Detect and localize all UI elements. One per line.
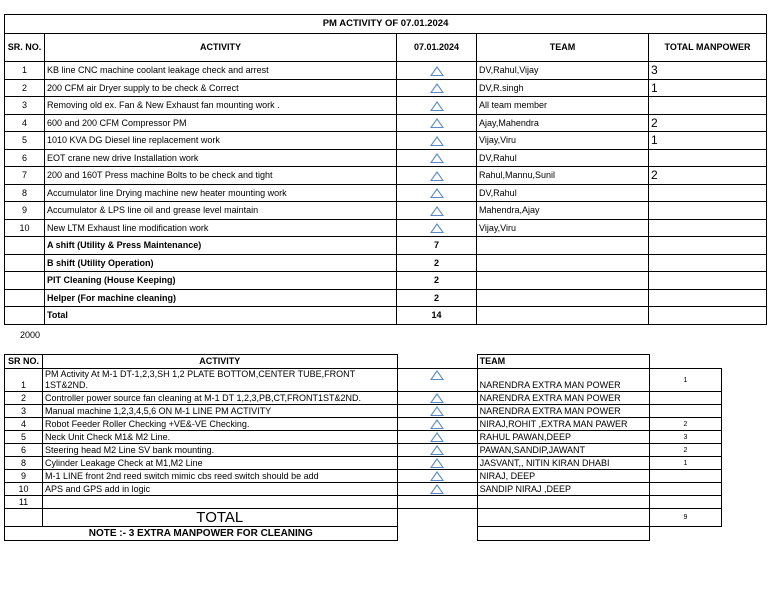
count-cell: 2 bbox=[649, 444, 721, 457]
triangle-icon bbox=[430, 188, 444, 198]
triangle-icon bbox=[430, 458, 444, 468]
activity-cell: Neck Unit Check M1& M2 Line. bbox=[43, 431, 397, 444]
pm-activity-table bbox=[4, 14, 767, 325]
status-cell bbox=[397, 97, 477, 115]
table-row bbox=[5, 167, 767, 185]
header-blank bbox=[397, 355, 477, 369]
team-cell: DV,R.singh bbox=[477, 79, 649, 97]
team-cell: RAHUL PAWAN,DEEP bbox=[477, 431, 649, 444]
shift-label: Helper (For machine cleaning) bbox=[45, 289, 397, 307]
sr-no: 10 bbox=[5, 483, 43, 496]
shift-label: B shift (Utility Operation) bbox=[45, 254, 397, 272]
activity-cell: APS and GPS add in logic bbox=[43, 483, 397, 496]
activity-cell: Accumulator & LPS line oil and grease level maintain bbox=[45, 202, 397, 220]
team-blank bbox=[477, 307, 649, 325]
table-row bbox=[5, 79, 767, 97]
count-cell bbox=[649, 392, 721, 405]
team-cell: Rahul,Mannu,Sunil bbox=[477, 167, 649, 185]
sr-no: 6 bbox=[5, 444, 43, 457]
status-cell bbox=[397, 431, 477, 444]
count-cell bbox=[649, 496, 721, 509]
manpower-blank bbox=[649, 237, 767, 255]
table-row bbox=[5, 392, 722, 405]
status-cell bbox=[397, 470, 477, 483]
team-blank bbox=[477, 237, 649, 255]
shift-row bbox=[5, 307, 767, 325]
team-cell: PAWAN,SANDIP,JAWANT bbox=[477, 444, 649, 457]
manpower-cell bbox=[649, 149, 767, 167]
status-cell bbox=[397, 149, 477, 167]
team-cell: SANDIP NIRAJ ,DEEP bbox=[477, 483, 649, 496]
sr-no: 6 bbox=[5, 149, 45, 167]
table-row bbox=[5, 405, 722, 418]
sr-no: 7 bbox=[5, 167, 45, 185]
team-blank bbox=[477, 289, 649, 307]
shift-row bbox=[5, 289, 767, 307]
activity-cell: 600 and 200 CFM Compressor PM bbox=[45, 114, 397, 132]
manpower-blank bbox=[649, 289, 767, 307]
table-row bbox=[5, 418, 722, 431]
total-spacer bbox=[5, 509, 43, 527]
table-row bbox=[5, 149, 767, 167]
team-cell: NARENDRA EXTRA MAN POWER bbox=[477, 369, 649, 392]
note-team-blank bbox=[477, 527, 649, 541]
status-cell bbox=[397, 483, 477, 496]
shift-value: 2 bbox=[397, 289, 477, 307]
shift-value: 14 bbox=[397, 307, 477, 325]
activity-cell: 1010 KVA DG Diesel line replacement work bbox=[45, 132, 397, 150]
triangle-icon bbox=[430, 171, 444, 181]
sr-no: 4 bbox=[5, 418, 43, 431]
sr-blank bbox=[5, 237, 45, 255]
sr-no: 10 bbox=[5, 219, 45, 237]
manpower-cell bbox=[649, 97, 767, 115]
triangle-icon bbox=[430, 136, 444, 146]
table-row bbox=[5, 184, 767, 202]
status-cell bbox=[397, 444, 477, 457]
note-blank bbox=[397, 527, 477, 541]
table-row bbox=[5, 132, 767, 150]
sr-no: 4 bbox=[5, 114, 45, 132]
status-cell bbox=[397, 405, 477, 418]
status-cell bbox=[397, 202, 477, 220]
activity-cell: New LTM Exhaust line modification work bbox=[45, 219, 397, 237]
shift-row bbox=[5, 254, 767, 272]
sr-no: 2 bbox=[5, 392, 43, 405]
status-cell bbox=[397, 219, 477, 237]
shift-row bbox=[5, 237, 767, 255]
table-row bbox=[5, 219, 767, 237]
sr-blank bbox=[5, 272, 45, 290]
status-cell bbox=[397, 369, 477, 392]
table-row bbox=[5, 369, 722, 392]
team-cell: Vijay,Viru bbox=[477, 219, 649, 237]
activity-cell: KB line CNC machine coolant leakage check and arrest bbox=[45, 62, 397, 80]
activity-cell: Cylinder Leakage Check at M1,M2 Line bbox=[43, 457, 397, 470]
sr-no: 3 bbox=[5, 97, 45, 115]
table-row bbox=[5, 470, 722, 483]
header-date: 07.01.2024 bbox=[397, 34, 477, 62]
triangle-icon bbox=[430, 432, 444, 442]
shift-value: 2 bbox=[397, 254, 477, 272]
activity-cell: 200 and 160T Press machine Bolts to be check and tight bbox=[45, 167, 397, 185]
sr-blank bbox=[5, 254, 45, 272]
status-cell bbox=[397, 62, 477, 80]
manpower-cell: 3 bbox=[649, 62, 767, 80]
count-cell: 3 bbox=[649, 431, 721, 444]
count-cell bbox=[649, 405, 721, 418]
activity-cell: PM Activity At M-1 DT-1,2,3,SH 1,2 PLATE BOTTOM,CENTER TUBE,FRONT 1ST&2ND. bbox=[43, 369, 397, 392]
activity-cell bbox=[43, 496, 397, 509]
note-text: NOTE :- 3 EXTRA MANPOWER FOR CLEANING bbox=[5, 527, 398, 541]
status-cell bbox=[397, 496, 477, 509]
header-activity: ACTIVITY bbox=[43, 355, 397, 369]
sr-no: 5 bbox=[5, 132, 45, 150]
shift-value: 2 bbox=[397, 272, 477, 290]
sr-no: 1 bbox=[5, 62, 45, 80]
status-cell bbox=[397, 132, 477, 150]
team-blank bbox=[477, 254, 649, 272]
team-cell: All team member bbox=[477, 97, 649, 115]
team-cell: NARENDRA EXTRA MAN POWER bbox=[477, 392, 649, 405]
table-row bbox=[5, 496, 722, 509]
team-cell: NARENDRA EXTRA MAN POWER bbox=[477, 405, 649, 418]
manpower-cell: 1 bbox=[649, 79, 767, 97]
team-cell: Ajay,Mahendra bbox=[477, 114, 649, 132]
sr-no: 11 bbox=[5, 496, 43, 509]
activity-cell: Manual machine 1,2,3,4,5,6 ON M-1 LINE PM ACTIVITY bbox=[43, 405, 397, 418]
manpower-cell bbox=[649, 219, 767, 237]
team-blank bbox=[477, 272, 649, 290]
sr-no: 5 bbox=[5, 431, 43, 444]
side-note: 2000 bbox=[20, 330, 41, 340]
status-cell bbox=[397, 167, 477, 185]
team-cell: NIRAJ,ROHIT ,EXTRA MAN PAWER bbox=[477, 418, 649, 431]
header-sr-no: SR NO. bbox=[5, 355, 43, 369]
triangle-icon bbox=[430, 484, 444, 494]
triangle-icon bbox=[430, 101, 444, 111]
header-sr-no: SR. NO. bbox=[5, 34, 45, 62]
team-cell: JASVANT,, NITIN KIRAN DHABI bbox=[477, 457, 649, 470]
triangle-icon bbox=[430, 406, 444, 416]
count-cell: 2 bbox=[649, 418, 721, 431]
manpower-cell bbox=[649, 202, 767, 220]
count-blank bbox=[649, 355, 721, 369]
count-cell: 1 bbox=[649, 369, 721, 392]
header-activity: ACTIVITY bbox=[45, 34, 397, 62]
sr-no: 8 bbox=[5, 184, 45, 202]
activity-cell: Removing old ex. Fan & New Exhaust fan mounting work . bbox=[45, 97, 397, 115]
activity-cell: Steering head M2 Line SV bank mounting. bbox=[43, 444, 397, 457]
team-cell: Vijay,Viru bbox=[477, 132, 649, 150]
status-cell bbox=[397, 418, 477, 431]
status-cell bbox=[397, 114, 477, 132]
table-row bbox=[5, 483, 722, 496]
sr-blank bbox=[5, 307, 45, 325]
triangle-icon bbox=[430, 153, 444, 163]
manpower-blank bbox=[649, 254, 767, 272]
table-row bbox=[5, 62, 767, 80]
activity-cell: M-1 LINE front 2nd reed switch mimic cbs reed switch should be add bbox=[43, 470, 397, 483]
triangle-icon bbox=[430, 223, 444, 233]
count-cell bbox=[649, 483, 721, 496]
team-cell: DV,Rahul bbox=[477, 149, 649, 167]
header-total-manpower: TOTAL MANPOWER bbox=[649, 34, 767, 62]
triangle-icon bbox=[430, 445, 444, 455]
triangle-icon bbox=[430, 83, 444, 93]
team-cell: DV,Rahul bbox=[477, 184, 649, 202]
triangle-icon bbox=[430, 393, 444, 403]
table-row bbox=[5, 431, 722, 444]
activity-cell: Accumulator line Drying machine new heater mounting work bbox=[45, 184, 397, 202]
header-team: TEAM bbox=[477, 34, 649, 62]
sr-no: 2 bbox=[5, 79, 45, 97]
status-cell bbox=[397, 184, 477, 202]
status-cell bbox=[397, 392, 477, 405]
table-row bbox=[5, 114, 767, 132]
activity-cell: Controller power source fan cleaning at M-1 DT 1,2,3,PB,CT,FRONT1ST&2ND. bbox=[43, 392, 397, 405]
sr-no: 9 bbox=[5, 470, 43, 483]
manpower-cell: 2 bbox=[649, 114, 767, 132]
sr-no: 9 bbox=[5, 202, 45, 220]
total-blank bbox=[397, 509, 477, 527]
total-value: 9 bbox=[649, 509, 721, 527]
manpower-cell bbox=[649, 184, 767, 202]
team-cell: DV,Rahul,Vijay bbox=[477, 62, 649, 80]
table-row bbox=[5, 444, 722, 457]
sr-blank bbox=[5, 289, 45, 307]
activity-cell: Robot Feeder Roller Checking +VE&-VE Checking. bbox=[43, 418, 397, 431]
table-title: PM ACTIVITY OF 07.01.2024 bbox=[5, 15, 767, 34]
team-cell: Mahendra,Ajay bbox=[477, 202, 649, 220]
total-label: TOTAL bbox=[43, 509, 397, 527]
manpower-blank bbox=[649, 272, 767, 290]
shift-label: PIT Cleaning (House Keeping) bbox=[45, 272, 397, 290]
shift-label: Total bbox=[45, 307, 397, 325]
triangle-icon bbox=[430, 206, 444, 216]
count-cell bbox=[649, 470, 721, 483]
sr-no: 8 bbox=[5, 457, 43, 470]
shift-label: A shift (Utility & Press Maintenance) bbox=[45, 237, 397, 255]
table-row bbox=[5, 457, 722, 470]
triangle-icon bbox=[430, 66, 444, 76]
status-cell bbox=[397, 457, 477, 470]
sr-no: 3 bbox=[5, 405, 43, 418]
manpower-cell: 1 bbox=[649, 132, 767, 150]
table-row bbox=[5, 202, 767, 220]
count-cell: 1 bbox=[649, 457, 721, 470]
shift-value: 7 bbox=[397, 237, 477, 255]
triangle-icon bbox=[430, 471, 444, 481]
team-cell bbox=[477, 496, 649, 509]
triangle-icon bbox=[430, 419, 444, 429]
activity-cell: 200 CFM air Dryer supply to be check & Correct bbox=[45, 79, 397, 97]
triangle-icon bbox=[430, 118, 444, 128]
activity-cell: EOT crane new drive Installation work bbox=[45, 149, 397, 167]
table-row bbox=[5, 97, 767, 115]
activity-team-table bbox=[4, 354, 722, 541]
triangle-icon bbox=[430, 370, 444, 380]
manpower-cell: 2 bbox=[649, 167, 767, 185]
header-team: TEAM bbox=[477, 355, 649, 369]
shift-row bbox=[5, 272, 767, 290]
total-team-blank bbox=[477, 509, 649, 527]
status-cell bbox=[397, 79, 477, 97]
team-cell: NIRAJ, DEEP bbox=[477, 470, 649, 483]
sr-no: 1 bbox=[5, 369, 43, 392]
manpower-blank bbox=[649, 307, 767, 325]
